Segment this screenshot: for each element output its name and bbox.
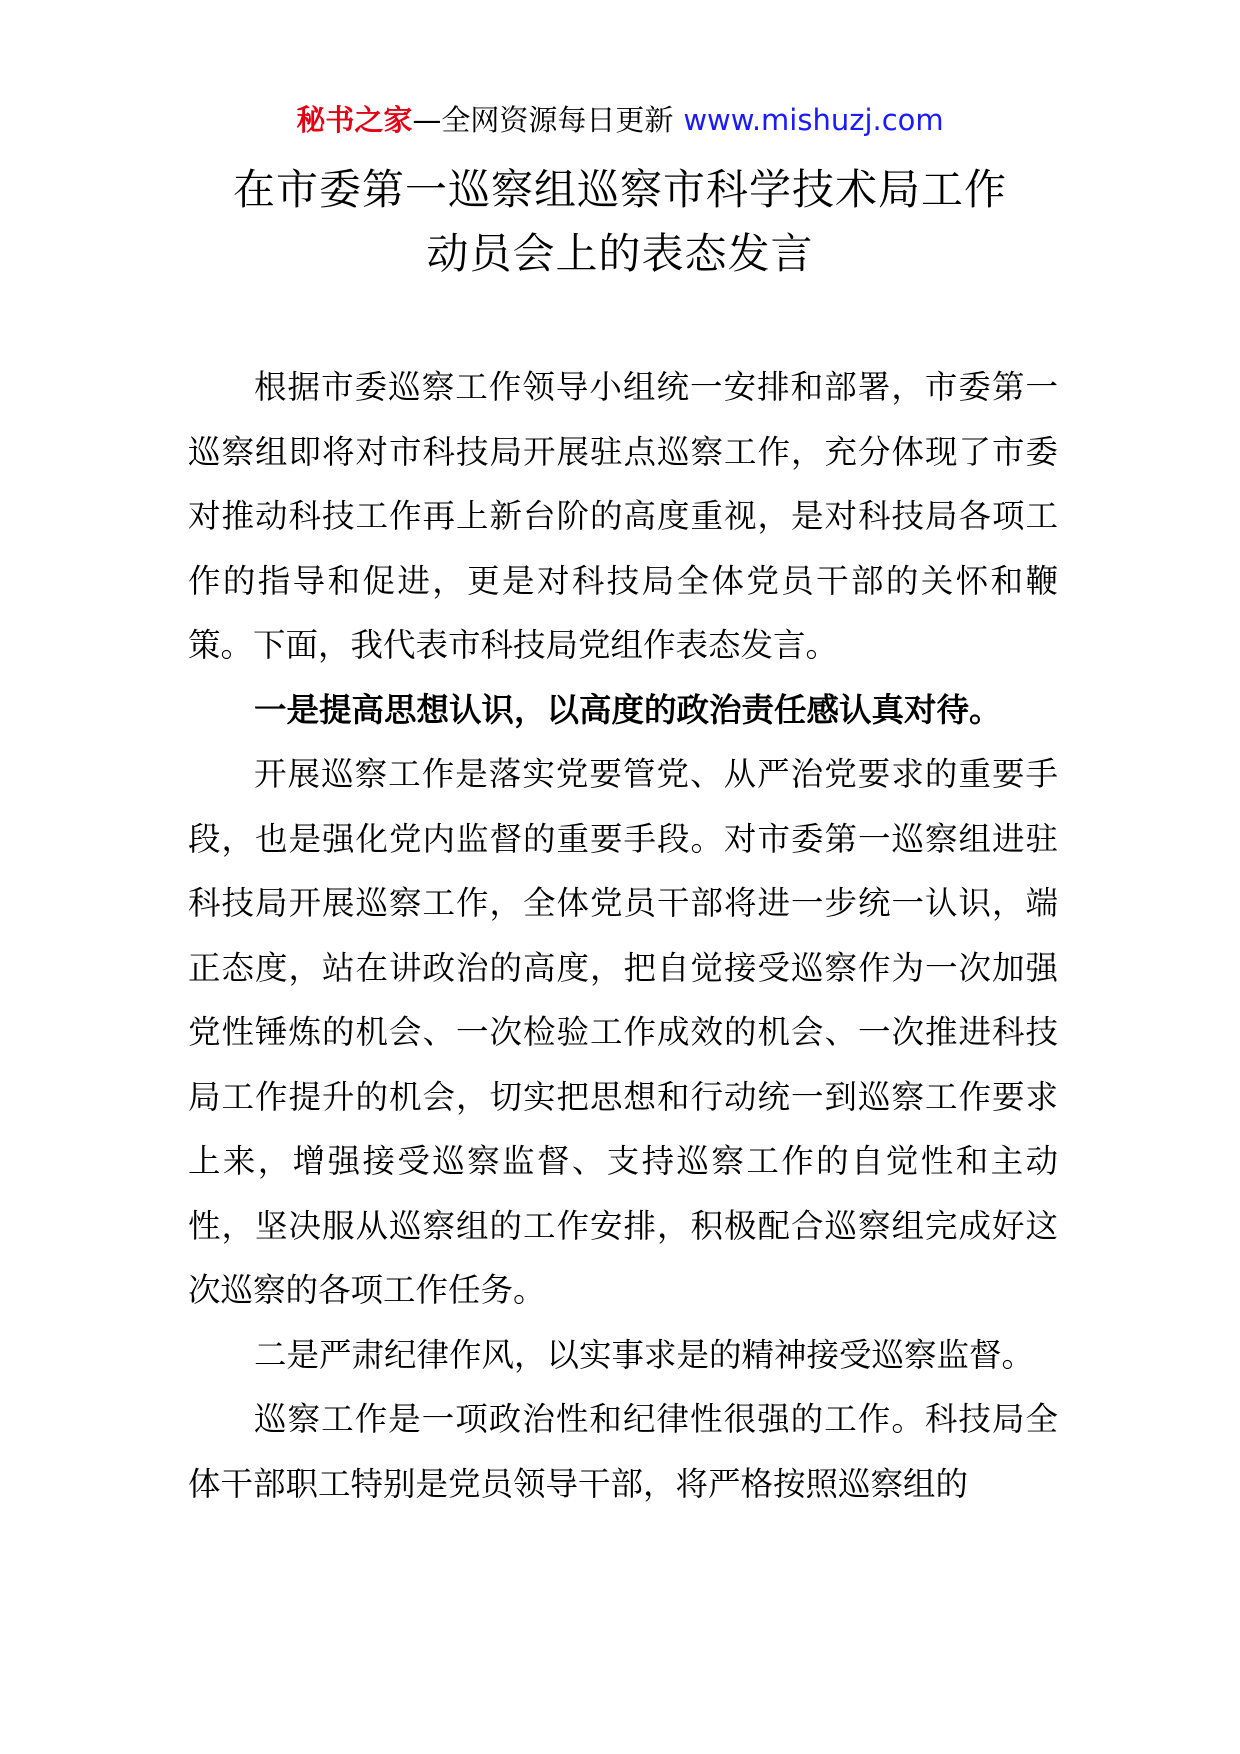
section-heading-1: 一是提高思想认识，以高度的政治责任感认真对待。 [254,690,1002,729]
document-body [188,355,1058,1516]
header-tagline: —全网资源每日更新 [412,103,674,137]
site-url-link[interactable]: www.mishuzj.com [683,103,944,137]
title-line-2: 动员会上的表态发言 [426,229,814,278]
document-title [160,158,1080,286]
title-line-1: 在市委第一巡察组巡察市科学技术局工作 [232,165,1007,214]
paragraph-section-2: 巡察工作是一项政治性和纪律性很强的工作。科技局全体干部职工特别是党员领导干部，将严格按照巡察组的 [188,1400,1058,1503]
site-header [0,100,1240,140]
brand-name: 秘书之家 [296,103,413,137]
paragraph-intro: 根据市委巡察工作领导小组统一安排和部署，市委第一巡察组即将对市科技局开展驻点巡察工作，充分体现了市委对推动科技工作再上新台阶的高度重视，是对科技局各项工作的指导和促进，更是对科技局全体党员干部的关怀和鞭策。下面，我代表市科技局党组作表态发言。 [188,368,1058,664]
paragraph-section-1: 开展巡察工作是落实党要管党、从严治党要求的重要手段，也是强化党内监督的重要手段。对市委第一巡察组进驻科技局开展巡察工作，全体党员干部将进一步统一认识，端正态度，站在讲政治的高度，把自觉接受巡察作为一次加强党性锤炼的机会、一次检验工作成效的机会、一次推进科技局工作提升的机会，切实把思想和行动统一到巡察工作要求上来，增强接受巡察监督、支持巡察工作的自觉性和主动性，坚决服从巡察组的工作安排，积极配合巡察组完成好这次巡察的各项工作任务。 [188,755,1058,1309]
section-heading-2: 二是严肃纪律作风，以实事求是的精神接受巡察监督。 [254,1335,1035,1374]
